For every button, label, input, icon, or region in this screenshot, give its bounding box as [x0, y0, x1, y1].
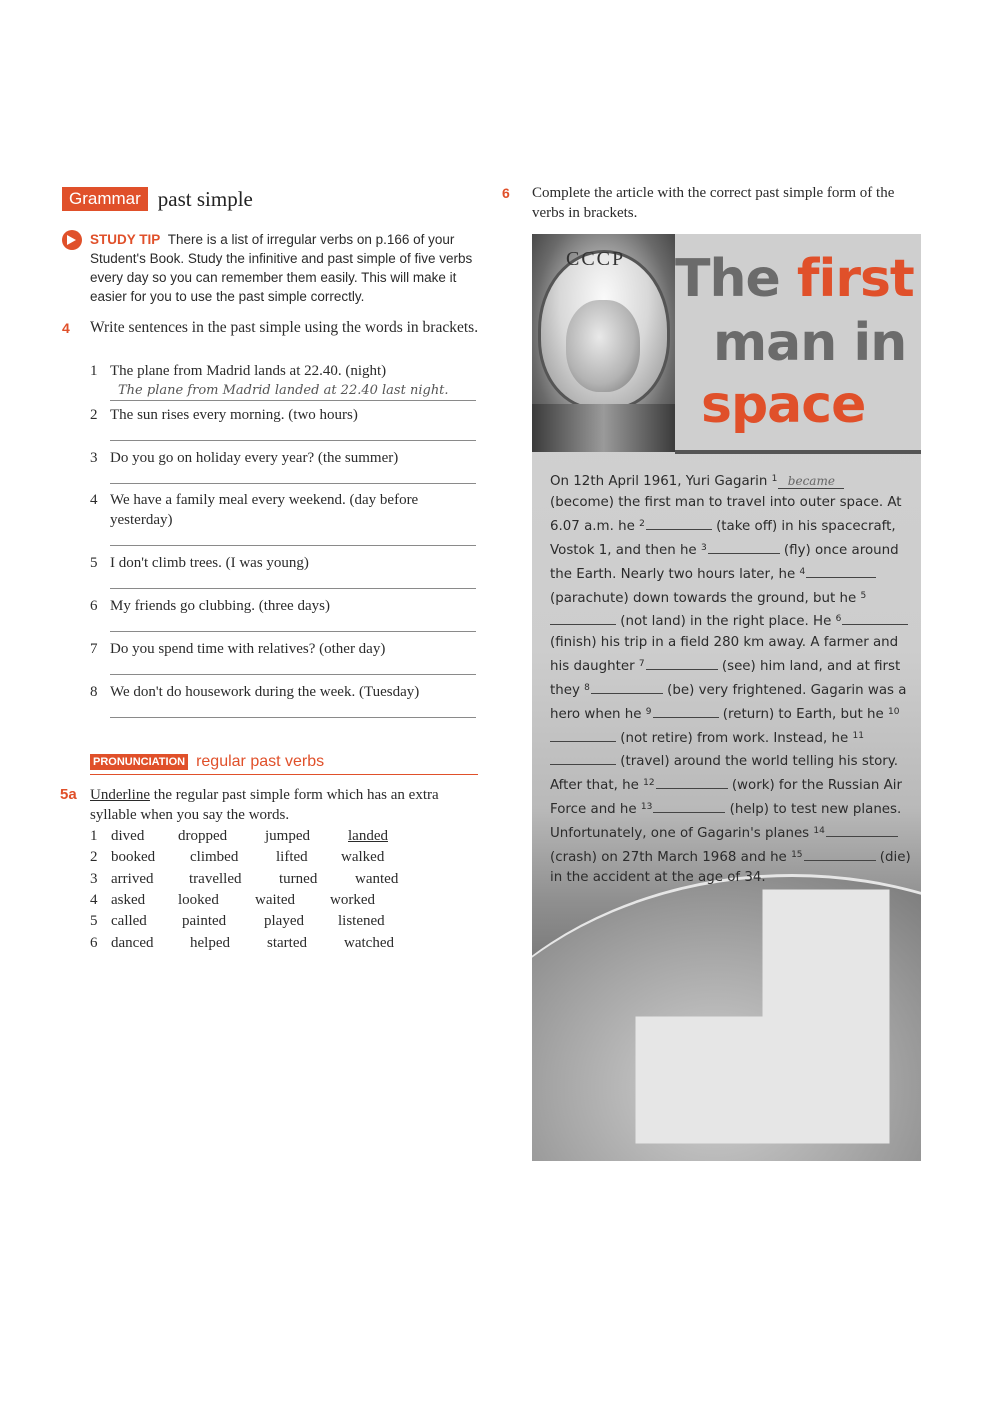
gap-3[interactable] — [708, 539, 780, 554]
exercise-5a-instruction-rest: the regular past simple form which has an extra syllable when you say the words. — [90, 787, 439, 823]
grammar-header — [62, 186, 253, 212]
arrow-right-icon — [62, 230, 82, 250]
word-option[interactable]: called — [111, 913, 147, 929]
earth-image — [532, 874, 921, 1161]
title-line-1: The first — [675, 249, 914, 309]
word-option-underlined[interactable]: landed — [348, 828, 388, 844]
exercise-5a-number: 5a — [60, 786, 77, 803]
gap-2[interactable] — [646, 515, 712, 530]
word-option[interactable]: asked — [111, 892, 146, 908]
exercise-4-item-5: 5 I don't climb trees. (I was young) — [90, 555, 309, 571]
study-tip-label: STUDY TIP — [90, 232, 161, 247]
gap-6[interactable] — [842, 610, 908, 625]
exercise-4-answer-line-6[interactable] — [110, 631, 476, 632]
exercise-4-answer-line-7[interactable] — [110, 674, 476, 675]
gap-7[interactable] — [646, 655, 718, 670]
title-line-3: space — [701, 375, 866, 435]
word-option[interactable]: turned — [279, 871, 318, 887]
word-option[interactable]: waited — [255, 892, 295, 908]
exercise-5a-instruction — [90, 785, 482, 825]
word-option[interactable]: dived — [111, 828, 145, 844]
word-option[interactable]: helped — [190, 935, 230, 951]
gap-12[interactable] — [656, 774, 728, 789]
grammar-tag: Grammar — [62, 187, 148, 211]
title-divider — [675, 450, 921, 454]
exercise-5a-instruction-underlined: Underline — [90, 787, 150, 803]
word-option[interactable]: wanted — [355, 871, 399, 887]
article-text: On 12th April 1961, Yuri Gagarin $^1$ became (become) the first man to travel into outer space. At 6.07 a.m. he $^2$ (take off) in his spacecraft, Vostok 1, and then he $^3$ (fly) once around the Earth. Nearly two hours later, he $^4$ (parachute) down towards the ground, but he $^5$ (not land) in the right place. He $^6$ (finish) his trip in a field 280 km away. A farmer and his daughter $^7$ (see) him land, and at first they $^8$ (be) very frightened. Gagarin was a hero when he $^9$ (return) to Earth, but he $^{10}$ (not retire) from work. Instead, he $^{11}$ (travel) around the world telling his story. After that, he $^{12}$ (work) for the Russian Air Force and he $^{13}$ (help) to test new planes. Unfortunately, one of Gagarin's planes $^{14}$ (crash) on 27th March 1968 and he $^{15}$ (die) in the accident at the age of 34. — [550, 474, 911, 886]
word-option[interactable]: climbed — [190, 849, 239, 865]
gap-1[interactable]: became — [778, 474, 844, 489]
gap-4[interactable] — [806, 563, 876, 578]
exercise-4-item-4: 4 We have a family meal every weekend. (day before yesterday) — [90, 492, 419, 528]
word-option[interactable]: watched — [344, 935, 394, 951]
word-option[interactable]: played — [264, 913, 304, 929]
gap-9[interactable] — [653, 703, 719, 718]
word-option[interactable]: walked — [341, 849, 385, 865]
gagarin-photo — [532, 234, 675, 452]
article-title — [675, 234, 921, 452]
exercise-4-item-8: 8 We don't do housework during the week. (Tuesday) — [90, 684, 420, 700]
gap-13[interactable] — [653, 798, 725, 813]
word-option[interactable]: arrived — [111, 871, 154, 887]
study-tip — [62, 230, 482, 306]
word-option[interactable]: jumped — [265, 828, 310, 844]
pronunciation-title: regular past verbs — [196, 753, 325, 770]
exercise-6-number: 6 — [502, 185, 510, 201]
gap-5[interactable] — [550, 610, 616, 625]
gap-15[interactable] — [804, 846, 876, 861]
face-shape — [566, 300, 640, 392]
word-option[interactable]: travelled — [189, 871, 242, 887]
exercise-4-item-6: 6 My friends go clubbing. (three days) — [90, 598, 330, 614]
word-option[interactable]: started — [267, 935, 307, 951]
gap-8[interactable] — [591, 679, 663, 694]
word-option[interactable]: worked — [330, 892, 375, 908]
exercise-4-number: 4 — [62, 320, 70, 336]
study-tip-text: There is a list of irregular verbs on p.166 of your Student's Book. Study the infinitive and past simple of five verbs every day so you can remember them easily. This will make it easier for you to use the past simple correctly. — [90, 232, 473, 304]
exercise-4-item-7: 7 Do you spend time with relatives? (other day) — [90, 641, 386, 657]
word-option[interactable]: booked — [111, 849, 156, 865]
suit-shape — [532, 404, 675, 452]
word-option[interactable]: lifted — [276, 849, 308, 865]
exercise-4-answer-1[interactable]: The plane from Madrid landed at 22.40 last night. — [110, 382, 476, 401]
exercise-4-answer-line-5[interactable] — [110, 588, 476, 589]
exercise-4-answer-line-8[interactable] — [110, 717, 476, 718]
pronunciation-header — [90, 750, 478, 775]
gap-14[interactable] — [826, 822, 898, 837]
exercise-6-instruction: Complete the article with the correct past simple form of the verbs in brackets. — [532, 185, 895, 221]
article-panel — [532, 234, 921, 1161]
exercise-4-answer-line-3[interactable] — [110, 483, 476, 484]
gap-11[interactable] — [550, 750, 616, 765]
word-option[interactable]: danced — [111, 935, 154, 951]
grammar-title: past simple — [157, 186, 253, 211]
exercise-4-answer-line-2[interactable] — [110, 440, 476, 441]
exercise-4-item-2: 2 The sun rises every morning. (two hours) — [90, 407, 358, 423]
gap-10[interactable] — [550, 727, 616, 742]
exercise-4-item-3: 3 Do you go on holiday every year? (the summer) — [90, 450, 399, 466]
helmet-text: CCCP — [566, 248, 626, 270]
word-option[interactable]: listened — [338, 913, 385, 929]
exercise-4-item-1: 1 The plane from Madrid lands at 22.40. (night) — [90, 363, 387, 379]
word-option[interactable]: painted — [182, 913, 227, 929]
exercise-4-instruction: Write sentences in the past simple using the words in brackets. — [90, 319, 479, 336]
word-option[interactable]: looked — [178, 892, 219, 908]
title-line-2: man in — [713, 313, 907, 373]
exercise-4-answer-line-4[interactable] — [110, 545, 476, 546]
word-option[interactable]: dropped — [178, 828, 228, 844]
pronunciation-tag: PRONUNCIATION — [90, 754, 188, 770]
